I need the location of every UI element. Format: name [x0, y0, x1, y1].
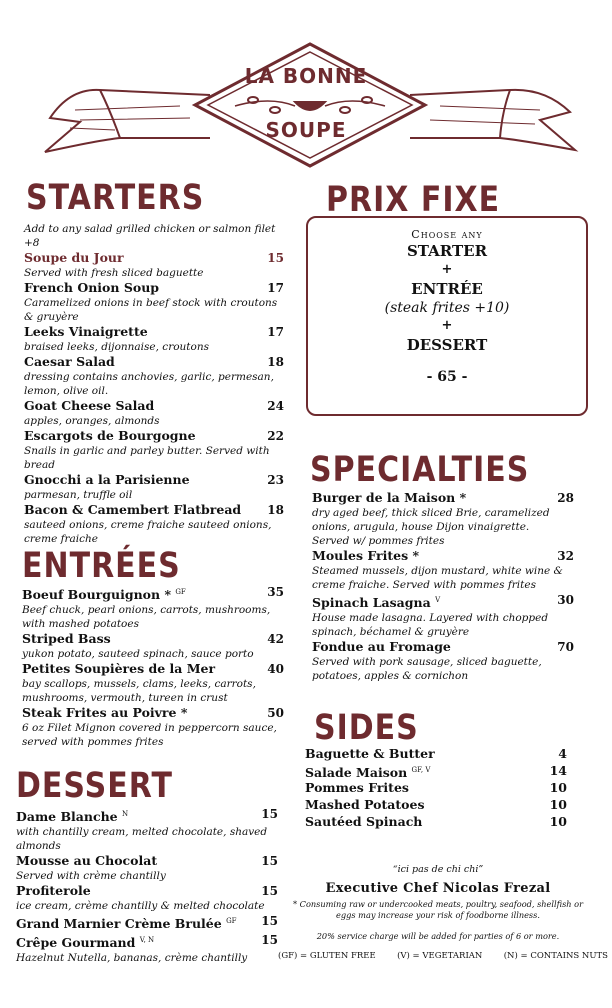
starters-item: [24, 354, 284, 398]
starters-item: [24, 472, 284, 502]
specialties-list: [312, 490, 574, 683]
prix-dessert: DESSERT: [406, 336, 488, 354]
item-name: [312, 490, 574, 506]
entrees-item: [22, 705, 284, 749]
item-description: apples, oranges, almonds: [24, 415, 160, 427]
side-item: [305, 779, 567, 796]
item-mark: *: [176, 705, 188, 721]
dessert-item: [16, 853, 278, 883]
specialties-item: [312, 490, 574, 548]
item-price: 40: [267, 662, 284, 677]
item-price: 32: [557, 549, 574, 563]
specialties-item: [312, 548, 574, 592]
item-name-text: Bacon & Camembert Flatbread: [24, 502, 242, 517]
side-dietary-tag: GF, V: [411, 766, 431, 774]
item-name-text: Mousse au Chocolat: [16, 853, 158, 869]
logo-line1: LA BONNE: [244, 64, 368, 88]
item-name: [22, 705, 284, 721]
item-description: dry aged beef, thick sliced Brie, caramelized onions, arugula, house Dijon vinaigrette.: [312, 507, 550, 533]
side-price: 4: [558, 746, 567, 761]
item-name-text: Spinach Lasagna: [312, 595, 431, 611]
entrees-item: [22, 661, 284, 705]
footer-quote: “ici pas de chi chi”: [392, 864, 484, 875]
side-name: Sautéed Spinach: [305, 814, 423, 829]
item-name-text: Gnocchi a la Parisienne: [24, 472, 190, 487]
prix-fixe-box: [306, 216, 588, 416]
item-price: 35: [267, 585, 284, 599]
item-mark: *: [455, 490, 467, 505]
item-name-text: Goat Cheese Salad: [24, 398, 155, 413]
item-name: [312, 592, 574, 611]
item-description: braised leeks, dijonnaise, croutons: [24, 341, 209, 353]
item-name: [16, 932, 278, 951]
item-name-text: Petites Soupières de la Mer: [22, 661, 216, 677]
side-price: 14: [549, 763, 567, 778]
item-description: Caramelized onions in beef stock with croutons & gruyère: [24, 297, 278, 323]
item-price: 15: [267, 251, 284, 265]
item-price: 22: [267, 429, 284, 443]
starters-column: [24, 222, 284, 546]
prix-price: - 65 -: [426, 369, 468, 385]
item-price: 15: [261, 884, 278, 899]
legend-vegetarian: (V) = VEGETARIAN: [397, 951, 483, 961]
item-name: [312, 548, 574, 564]
item-dietary-tag: GF: [175, 588, 186, 596]
item-name: [312, 639, 574, 655]
side-item: [305, 796, 567, 813]
item-price: 23: [267, 473, 284, 487]
executive-chef: Executive Chef Nicolas Frezal: [325, 881, 551, 896]
item-price: 30: [557, 593, 574, 607]
item-description: Served with fresh sliced baguette: [24, 267, 204, 279]
item-name-text: Moules Frites: [312, 548, 409, 563]
item-name: [24, 324, 284, 340]
item-description: Snails in garlic and parley butter. Served with bread: [24, 445, 270, 471]
legend-gluten-free: (GF) = GLUTEN FREE: [278, 951, 376, 961]
item-name-text: Steak Frites au Poivre: [22, 705, 177, 721]
logo-banner: [40, 40, 580, 170]
item-price: 42: [267, 632, 284, 647]
item-name-text: Crêpe Gourmand: [16, 935, 136, 951]
item-name: [24, 354, 284, 370]
prix-plus-2: +: [441, 318, 453, 333]
consumption-warning: * Consuming raw or undercooked meats, poultry, seafood, shellfish or eggs may increase your risk of foodborne illness.: [292, 899, 584, 920]
item-name: [22, 584, 284, 603]
item-description: Steamed mussels, dijon mustard, white wine & creme fraiche. Served with pommes frites: [312, 565, 563, 591]
item-description: Served with crème chantilly: [16, 870, 166, 883]
starters-item: [24, 428, 284, 472]
sides-list: [305, 745, 567, 830]
item-name-text: Caesar Salad: [24, 354, 115, 369]
item-name-text: Leeks Vinaigrette: [24, 324, 148, 339]
item-name: [16, 883, 278, 899]
side-name: Mashed Potatoes: [305, 797, 425, 812]
prix-entree: ENTRÉE: [411, 280, 483, 298]
item-name-text: French Onion Soup: [24, 280, 160, 295]
item-name-text: Profiterole: [16, 883, 91, 899]
item-price: 18: [267, 355, 284, 369]
item-price: 17: [267, 281, 284, 295]
item-name-text: Burger de la Maison: [312, 490, 456, 505]
item-description: 6 oz Filet Mignon covered in peppercorn sauce, served with pommes frites: [22, 722, 277, 749]
item-name: [24, 398, 284, 414]
item-name: [16, 913, 278, 932]
starters-list: [24, 250, 284, 546]
specialties-item: [312, 639, 574, 683]
item-name-text: Boeuf Bourguignon: [22, 587, 161, 603]
item-name: [24, 502, 284, 518]
item-dietary-tag: GF: [226, 917, 237, 926]
prix-fixe-heading: PRIX FIXE: [326, 180, 501, 221]
side-item: [305, 762, 567, 779]
dietary-legend: [278, 951, 608, 961]
item-dietary-tag: N: [121, 810, 129, 818]
item-name: [24, 280, 284, 296]
side-price: 10: [549, 814, 567, 829]
prix-plus-1: +: [441, 262, 453, 277]
side-item: [305, 813, 567, 830]
item-name: [24, 250, 284, 266]
item-description: bay scallops, mussels, clams, leeks, carrots, mushrooms, vermouth, tureen in crust: [22, 678, 256, 705]
dessert-list: [16, 806, 278, 965]
item-price: 18: [267, 503, 284, 517]
item-description: with chantilly cream, melted chocolate, shaved almonds: [16, 826, 268, 853]
starters-item: [24, 250, 284, 280]
item-name: [22, 661, 284, 677]
service-charge-note: 20% service charge will be added for parties of 6 or more.: [316, 931, 560, 941]
logo-line2: SOUPE: [265, 118, 347, 142]
item-name-text: Grand Marnier Crème Brulée: [16, 916, 222, 932]
sides-heading: SIDES: [314, 708, 419, 749]
item-name-text: Fondue au Fromage: [312, 639, 451, 655]
item-name: [16, 853, 278, 869]
dessert-item: [16, 932, 278, 965]
item-price: 15: [261, 854, 278, 869]
item-name-text: Dame Blanche: [16, 809, 118, 825]
starters-note: Add to any salad grilled chicken or salmon filet +8: [24, 223, 276, 249]
prix-entree-note: (steak frites +10): [384, 300, 510, 316]
item-description: Served with pork sausage, sliced baguette, potatoes, apples & cornichon: [312, 656, 542, 683]
item-name: [24, 472, 284, 488]
prix-starter: STARTER: [406, 242, 488, 260]
specialties-heading: SPECIALTIES: [310, 450, 530, 491]
starters-item: [24, 502, 284, 546]
side-item: [305, 745, 567, 762]
item-price: 50: [267, 706, 284, 721]
item-description-extra: Served w/ pommes frites: [312, 535, 445, 547]
item-price: 70: [557, 640, 574, 655]
dessert-heading: DESSERT: [16, 766, 173, 807]
entrees-heading: ENTRÉES: [22, 546, 181, 587]
item-price: 28: [557, 491, 574, 505]
item-description: House made lasagna. Layered with chopped spinach, béchamel & gruyère: [312, 612, 549, 639]
item-price: 17: [267, 325, 284, 339]
side-name: Pommes Frites: [305, 780, 409, 795]
starters-item: [24, 280, 284, 324]
item-name-text: Soupe du Jour: [24, 250, 124, 265]
item-name: [22, 631, 284, 647]
item-name-text: Striped Bass: [22, 631, 111, 647]
item-description: dressing contains anchovies, garlic, permesan, lemon, olive oil.: [24, 371, 274, 397]
item-dietary-tag: V: [435, 596, 441, 604]
dessert-item: [16, 806, 278, 853]
entrees-item: [22, 631, 284, 661]
item-dietary-tag: V, N: [139, 936, 155, 945]
starters-item: [24, 398, 284, 428]
item-name: [24, 428, 284, 444]
dessert-item: [16, 913, 278, 932]
legend-contains-nuts: (N) = CONTAINS NUTS: [503, 951, 608, 961]
specialties-item: [312, 592, 574, 639]
item-price: 15: [261, 807, 278, 821]
side-price: 10: [549, 780, 567, 795]
item-price: 15: [261, 933, 278, 948]
starters-item: [24, 324, 284, 354]
item-name: [16, 806, 278, 825]
entrees-item: [22, 584, 284, 631]
item-description: sauteed onions, creme fraiche sauteed onions, creme fraiche: [24, 519, 272, 545]
item-mark: *: [160, 587, 176, 603]
item-mark: *: [408, 548, 419, 563]
item-name-text: Escargots de Bourgogne: [24, 428, 196, 443]
entrees-list: [22, 584, 284, 749]
item-price: 24: [267, 399, 284, 413]
footer: [282, 864, 594, 941]
item-description: Beef chuck, pearl onions, carrots, mushrooms, with mashed potatoes: [22, 604, 271, 631]
side-name: Salade Maison: [305, 765, 408, 781]
item-description: ice cream, crème chantilly & melted chocolate: [16, 900, 265, 913]
item-description: parmesan, truffle oil: [24, 489, 133, 501]
side-price: 10: [549, 797, 567, 812]
item-price: 15: [261, 914, 278, 929]
starters-heading: STARTERS: [26, 178, 205, 219]
dessert-item: [16, 883, 278, 913]
item-description: Hazelnut Nutella, bananas, crème chantilly: [16, 952, 248, 965]
prix-choose: Choose any: [411, 228, 483, 241]
item-description: yukon potato, sauteed spinach, sauce porto: [22, 648, 254, 661]
side-name: Baguette & Butter: [305, 746, 435, 761]
